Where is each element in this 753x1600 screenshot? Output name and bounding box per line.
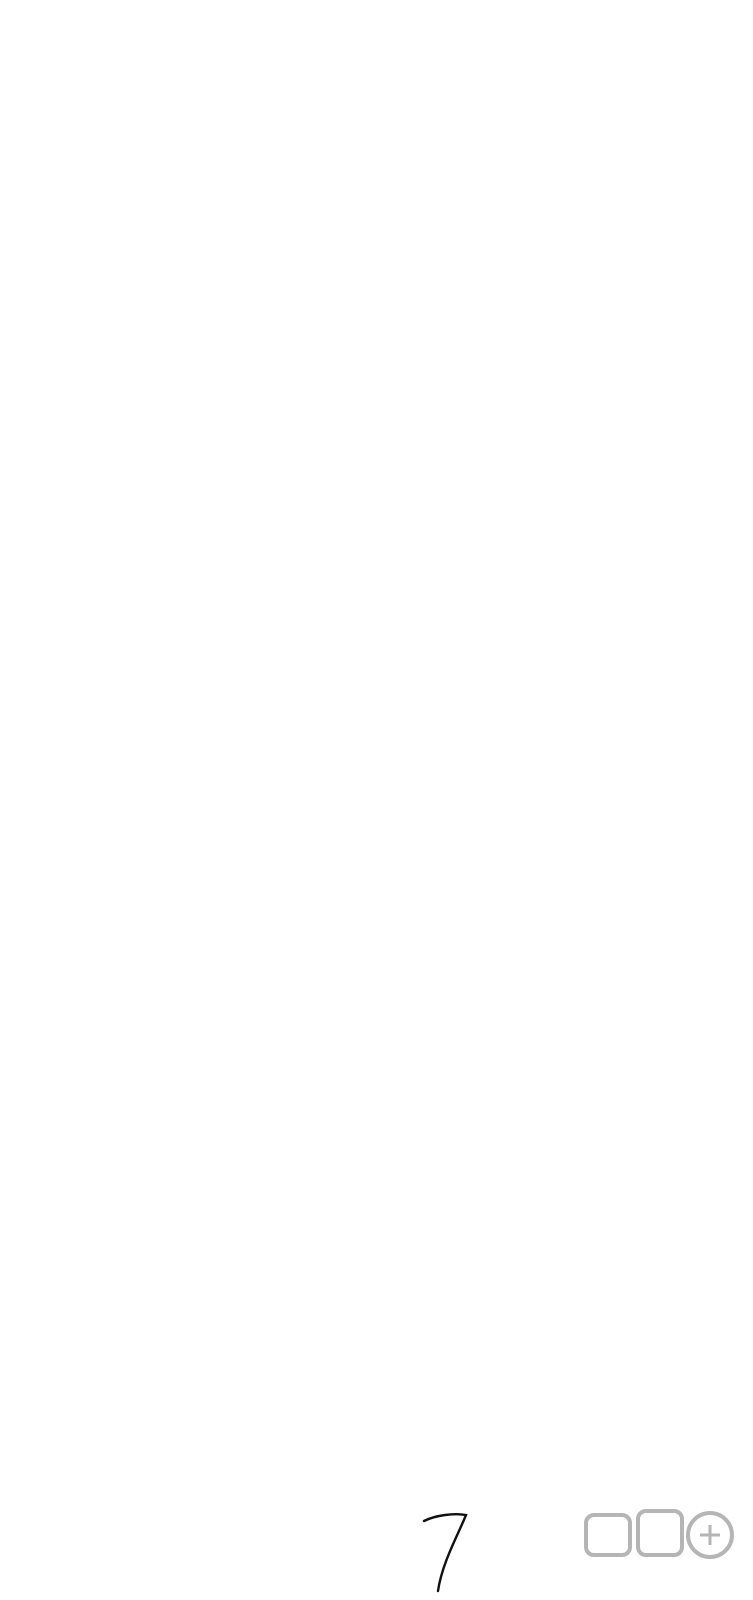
watermark-logo [560, 1505, 750, 1597]
handwritten-page-number [418, 1505, 478, 1595]
watermark-graphic [580, 1505, 740, 1561]
